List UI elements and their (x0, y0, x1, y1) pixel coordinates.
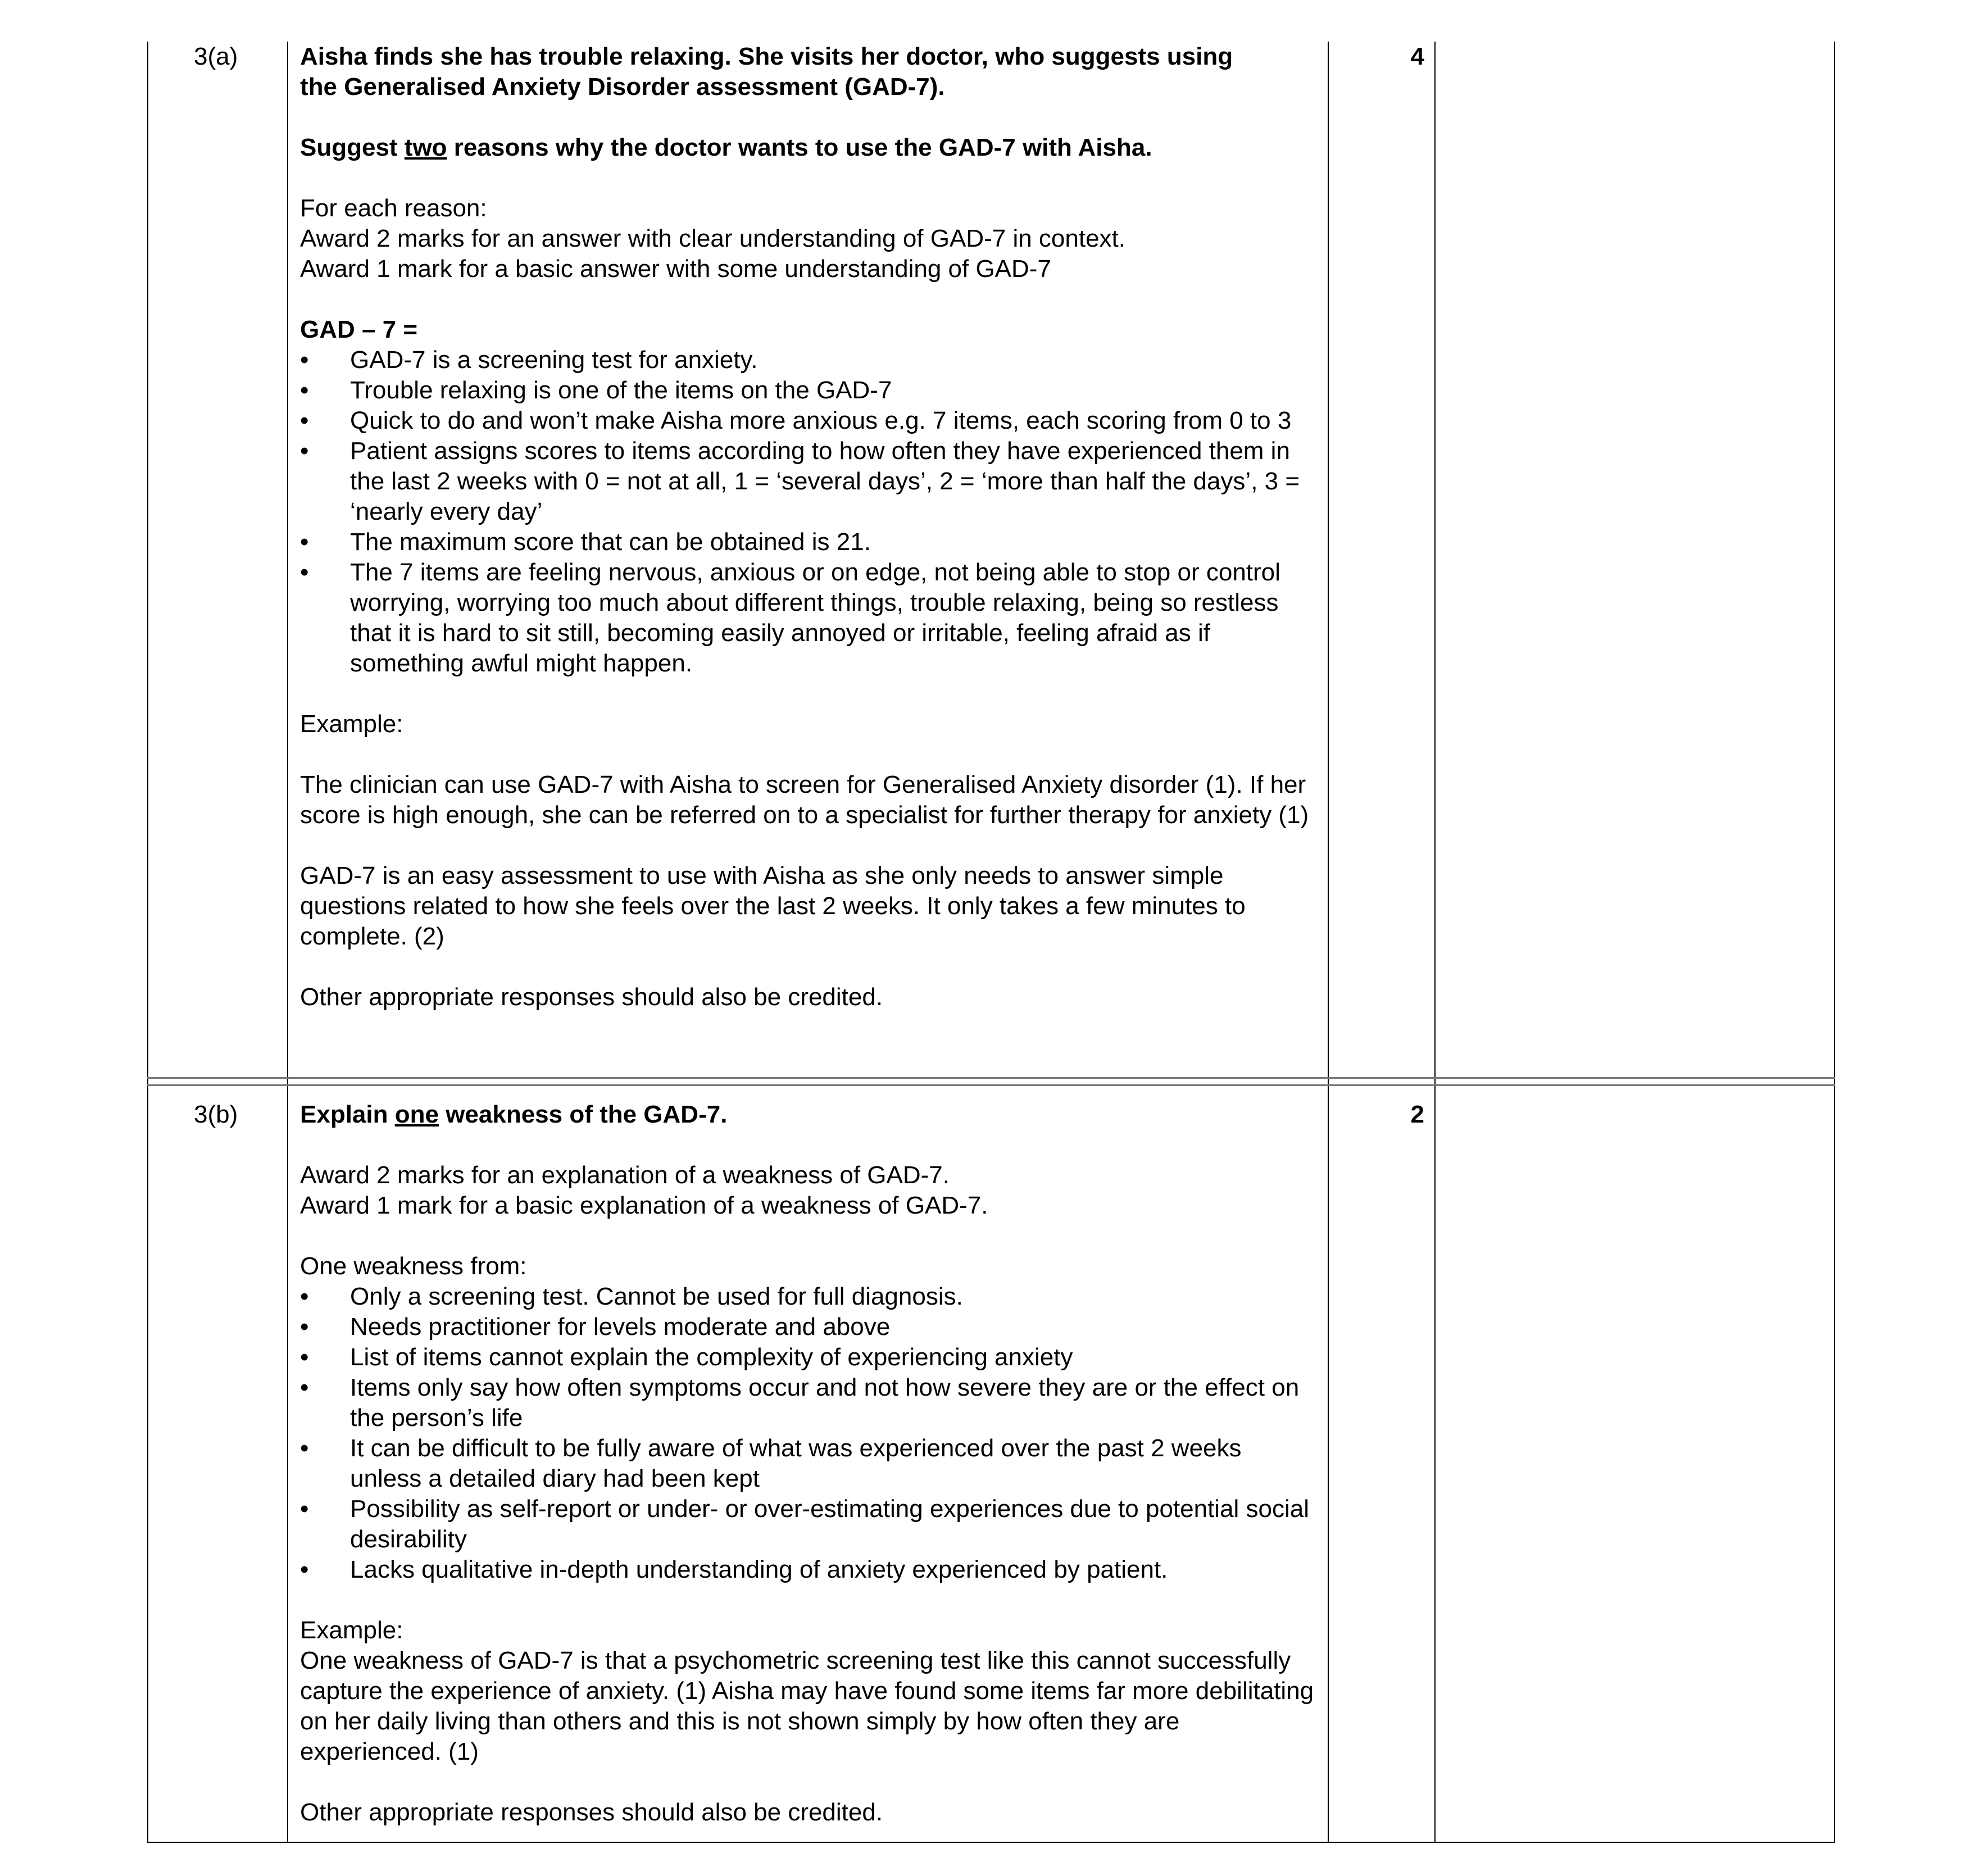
example-answer: The clinician can use GAD-7 with Aisha to screen for Generalised Anxiety disorder (1). If her score is high enough, she can be referred on to a specialist for further therapy for anxiety (1) (300, 771, 1309, 829)
list-item: • Lacks qualitative in-depth understanding of anxiety experienced by patient. (300, 1555, 1317, 1585)
table-border-col3 (1328, 42, 1329, 1843)
gad-heading: GAD – 7 = (300, 316, 418, 343)
question-number-3b: 3(b) (194, 1101, 238, 1128)
guidance-line: Award 1 mark for a basic answer with some understanding of GAD-7 (300, 255, 1051, 283)
weakness-heading: One weakness from: (300, 1252, 527, 1280)
weakness-bullet-list (300, 1282, 1317, 1585)
example-answer: One weakness of GAD-7 is that a psychometric screening test like this cannot successfully capture the experience of anxiety. (1) Aisha may have found some items far more debilitating on her daily living than others and this is not shown simply by how often they are experienced. (1) (300, 1647, 1314, 1765)
list-item: • The 7 items are feeling nervous, anxious or on edge, not being able to stop or control worrying, worrying too much about different things, trouble relaxing, being so restless that it is hard to sit still, becoming easily annoyed or irritable, feeling afraid as if something awful might happen. (300, 557, 1317, 679)
instruction-emphasis: two (404, 134, 447, 161)
list-item: • Trouble relaxing is one of the items on the GAD-7 (300, 375, 1317, 406)
list-item: • GAD-7 is a screening test for anxiety. (300, 345, 1317, 375)
marks-3b: 2 (1410, 1101, 1424, 1128)
row-divider-top (147, 1077, 1835, 1079)
example-label: Example: (300, 1616, 403, 1644)
guidance-line: Award 2 marks for an answer with clear understanding of GAD-7 in context. (300, 225, 1125, 252)
list-item: • Patient assigns scores to items according to how often they have experienced them in the last 2 weeks with 0 = not at all, 1 = ‘several days’, 2 = ‘more than half the days’, 3 = ‘nearly every day’ (300, 436, 1317, 527)
marks-3a: 4 (1410, 43, 1424, 70)
question-stem-line: the Generalised Anxiety Disorder assessment (GAD-7). (300, 73, 945, 101)
guidance-line: For each reason: (300, 194, 487, 222)
question-instruction: Explain one weakness of the GAD-7. (300, 1101, 728, 1128)
table-border-col4 (1434, 42, 1436, 1843)
table-border-left (147, 42, 148, 1843)
table-border-col2 (287, 42, 288, 1843)
list-item: • Quick to do and won’t make Aisha more anxious e.g. 7 items, each scoring from 0 to 3 (300, 406, 1317, 436)
guidance-line: Award 2 marks for an explanation of a weakness of GAD-7. (300, 1161, 950, 1189)
list-item: • Possibility as self-report or under- or over-estimating experiences due to potential social desirability (300, 1494, 1317, 1555)
table-border-right (1834, 42, 1835, 1843)
other-responses-note: Other appropriate responses should also be credited. (300, 1798, 883, 1826)
list-item: • Needs practitioner for levels moderate and above (300, 1312, 1317, 1342)
question-stem-line: Aisha finds she has trouble relaxing. She visits her doctor, who suggests using (300, 43, 1233, 70)
list-item: • It can be difficult to be fully aware of what was experienced over the past 2 weeks unless a detailed diary had been kept (300, 1433, 1317, 1494)
guidance-line: Award 1 mark for a basic explanation of a weakness of GAD-7. (300, 1192, 988, 1219)
list-item: • List of items cannot explain the complexity of experiencing anxiety (300, 1342, 1317, 1373)
example-answer: GAD-7 is an easy assessment to use with Aisha as she only needs to answer simple questions related to how she feels over the last 2 weeks. It only takes a few minutes to complete. (2) (300, 862, 1246, 950)
list-item: • The maximum score that can be obtained is 21. (300, 527, 1317, 557)
row-divider-bottom (147, 1084, 1835, 1086)
mark-scheme-3a (300, 42, 1317, 1012)
gad-bullet-list (300, 345, 1317, 679)
mark-scheme-3b (300, 1100, 1317, 1828)
other-responses-note: Other appropriate responses should also be credited. (300, 983, 883, 1011)
question-number-3a: 3(a) (194, 43, 238, 70)
instruction-emphasis: one (394, 1101, 439, 1128)
list-item: • Items only say how often symptoms occur and not how severe they are or the effect on the person’s life (300, 1373, 1317, 1433)
question-instruction: Suggest two reasons why the doctor wants to use the GAD-7 with Aisha. (300, 134, 1152, 161)
table-border-bottom (147, 1842, 1835, 1843)
list-item: • Only a screening test. Cannot be used for full diagnosis. (300, 1282, 1317, 1312)
example-label: Example: (300, 710, 403, 738)
